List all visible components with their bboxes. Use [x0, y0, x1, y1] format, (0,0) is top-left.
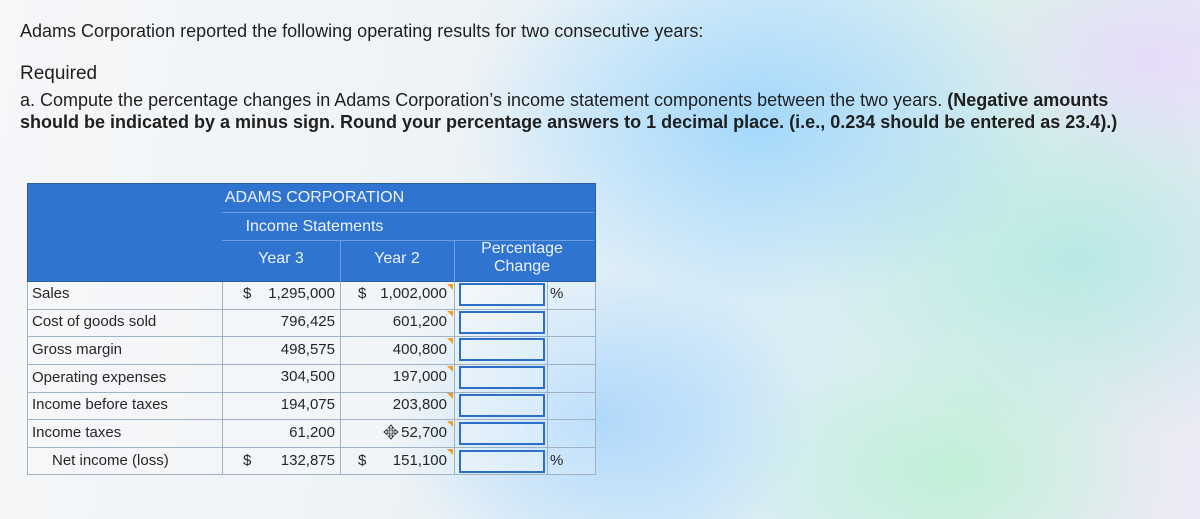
- intro-text: Adams Corporation reported the following operating results for two consecutive years:: [20, 21, 704, 41]
- value-year3-cogs: 796,425: [280, 313, 335, 330]
- cell-flag-icon: [447, 311, 453, 317]
- dollar-sign: $: [243, 285, 252, 302]
- row-label-income-before-taxes: Income before taxes: [32, 396, 168, 413]
- col-header-percentage: [454, 240, 590, 276]
- row-divider: [27, 309, 596, 310]
- cell-flag-icon: [447, 393, 453, 399]
- percent-sign: %: [550, 452, 564, 469]
- pct-change-input-cogs[interactable]: [459, 311, 545, 334]
- row-label-net-income: Net income (loss): [52, 452, 169, 469]
- value-year3-income-taxes: 61,200: [289, 424, 335, 441]
- dollar-sign: $: [243, 452, 252, 469]
- cell-flag-icon: [447, 284, 453, 290]
- question-instructions: (Negative amounts should be indicated by a minus sign. Round your percentage answers to 1 decimal place. (i.e., 0.234 should be entered as 23.4).): [20, 90, 1118, 132]
- value-year3-gross-margin: 498,575: [280, 341, 335, 358]
- value-year2-income-taxes: 52,700: [401, 424, 447, 441]
- value-year3-operating-expenses: 304,500: [280, 368, 335, 385]
- row-label-gross-margin: Gross margin: [32, 341, 123, 358]
- row-label-operating-expenses: Operating expenses: [32, 369, 167, 386]
- col-header-percentage-line2: Change: [493, 258, 551, 275]
- cell-flag-icon: [447, 449, 453, 455]
- pct-change-input-income-taxes[interactable]: [459, 422, 545, 445]
- value-year2-sales: 1,002,000: [380, 285, 447, 302]
- cell-flag-icon: [447, 421, 453, 427]
- value-year3-income-before-taxes: 194,075: [280, 396, 335, 413]
- row-label-sales: Sales: [32, 285, 70, 302]
- dollar-sign: $: [358, 452, 367, 469]
- header-divider: [222, 212, 594, 213]
- company-name: ADAMS CORPORATION: [224, 189, 405, 206]
- question-text: [20, 89, 1140, 133]
- required-heading: Required: [20, 63, 98, 84]
- value-year2-income-before-taxes: 203,800: [392, 396, 447, 413]
- row-divider: [27, 419, 596, 420]
- pct-change-input-operating-expenses[interactable]: [459, 366, 545, 389]
- value-year2-gross-margin: 400,800: [392, 341, 447, 358]
- row-label-cogs: Cost of goods sold: [32, 313, 157, 330]
- pct-change-input-gross-margin[interactable]: [459, 338, 545, 361]
- statement-title: Income Statements: [245, 218, 384, 235]
- col-header-year2: Year 2: [374, 250, 420, 267]
- row-divider: [27, 364, 596, 365]
- pct-change-input-net-income[interactable]: [459, 450, 545, 473]
- row-divider: [27, 392, 596, 393]
- question-part-a: a. Compute the percentage changes in Adams Corporation’s income statement components between the two years.: [20, 90, 943, 110]
- income-statement-table: [27, 183, 596, 475]
- row-divider: [27, 447, 596, 448]
- value-year3-sales: 1,295,000: [268, 285, 335, 302]
- value-year3-net-income: 132,875: [280, 452, 335, 469]
- row-label-income-taxes: Income taxes: [32, 424, 122, 441]
- pct-change-input-sales[interactable]: [459, 283, 545, 306]
- move-cursor-icon: [383, 424, 399, 440]
- col-header-year3: Year 3: [258, 250, 304, 267]
- cell-flag-icon: [447, 366, 453, 372]
- row-divider: [27, 336, 596, 337]
- value-year2-operating-expenses: 197,000: [392, 368, 447, 385]
- pct-change-input-income-before-taxes[interactable]: [459, 394, 545, 417]
- dollar-sign: $: [358, 285, 367, 302]
- value-year2-cogs: 601,200: [392, 313, 447, 330]
- cell-flag-icon: [447, 338, 453, 344]
- percent-sign: %: [550, 285, 564, 302]
- col-header-percentage-line1: Percentage: [481, 240, 563, 257]
- value-year2-net-income: 151,100: [392, 452, 447, 469]
